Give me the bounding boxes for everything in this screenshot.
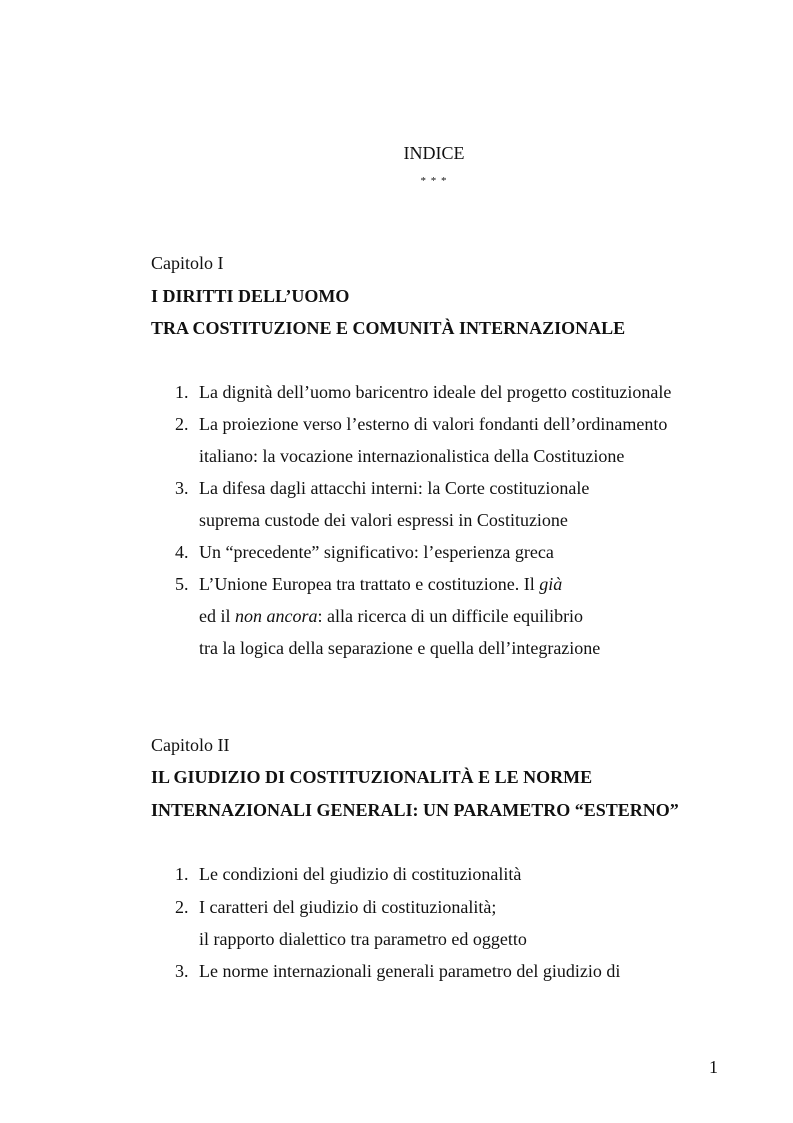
chapter-1-item-3-number: 3.: [175, 478, 189, 498]
item-5-line-1-italic: già: [539, 574, 563, 594]
chapter-1-item-2-text-line-1: La proiezione verso l’esterno di valori fondanti dell’ordinamento: [199, 414, 668, 434]
chapter-1-item-5-text-line-2: [199, 606, 583, 627]
chapter-2-item-1-text: Le condizioni del giudizio di costituzionalità: [199, 864, 522, 884]
separator-stars: * * *: [420, 175, 448, 187]
chapter-1-item-3-text-line-1: La difesa dagli attacchi interni: la Corte costituzionale: [199, 478, 590, 498]
chapter-2-heading-line-2: INTERNAZIONALI GENERALI: UN PARAMETRO “ESTERNO”: [151, 800, 679, 820]
chapter-2-item-3-number: 3.: [175, 961, 189, 981]
item-5-line-2-post: : alla ricerca di un difficile equilibrio: [317, 606, 584, 626]
chapter-2-item-2-text-line-1: I caratteri del giudizio di costituzionalità;: [199, 897, 497, 917]
chapter-1-item-5-text-line-3: tra la logica della separazione e quella dell’integrazione: [199, 638, 601, 658]
chapter-2-item-2-text-line-2: il rapporto dialettico tra parametro ed oggetto: [199, 929, 527, 949]
chapter-1-label: Capitolo I: [151, 253, 224, 273]
chapter-1-item-3-text-line-2: suprema custode dei valori espressi in Costituzione: [199, 510, 568, 530]
chapter-1-heading-line-1: I DIRITTI DELL’UOMO: [151, 286, 350, 306]
item-5-line-1-text: L’Unione Europea tra trattato e costituzione. Il: [199, 574, 540, 594]
chapter-1-item-4-number: 4.: [175, 542, 189, 562]
item-5-line-2-pre: ed il: [199, 606, 235, 626]
chapter-1-item-5-number: 5.: [175, 574, 189, 594]
page-number: 1: [709, 1057, 718, 1077]
chapter-1-item-4-text: Un “precedente” significativo: l’esperienza greca: [199, 542, 554, 562]
chapter-2-label: Capitolo II: [151, 735, 230, 755]
chapter-2-item-1-number: 1.: [175, 864, 189, 884]
chapter-1-item-5-text-line-1: [199, 574, 562, 595]
chapter-1-heading-line-2: TRA COSTITUZIONE E COMUNITÀ INTERNAZIONALE: [151, 318, 626, 338]
chapter-2-item-2-number: 2.: [175, 897, 189, 917]
chapter-2-item-3-text: Le norme internazionali generali parametro del giudizio di: [199, 961, 621, 981]
chapter-1-item-1-text: La dignità dell’uomo baricentro ideale del progetto costituzionale: [199, 382, 672, 402]
chapter-1-item-1-number: 1.: [175, 382, 189, 402]
chapter-2-heading-line-1: IL GIUDIZIO DI COSTITUZIONALITÀ E LE NORME: [151, 767, 593, 787]
chapter-1-item-2-text-line-2: italiano: la vocazione internazionalistica della Costituzione: [199, 446, 625, 466]
chapter-1-item-2-number: 2.: [175, 414, 189, 434]
index-title: INDICE: [403, 143, 465, 163]
item-5-line-2-italic: non ancora: [235, 606, 318, 626]
